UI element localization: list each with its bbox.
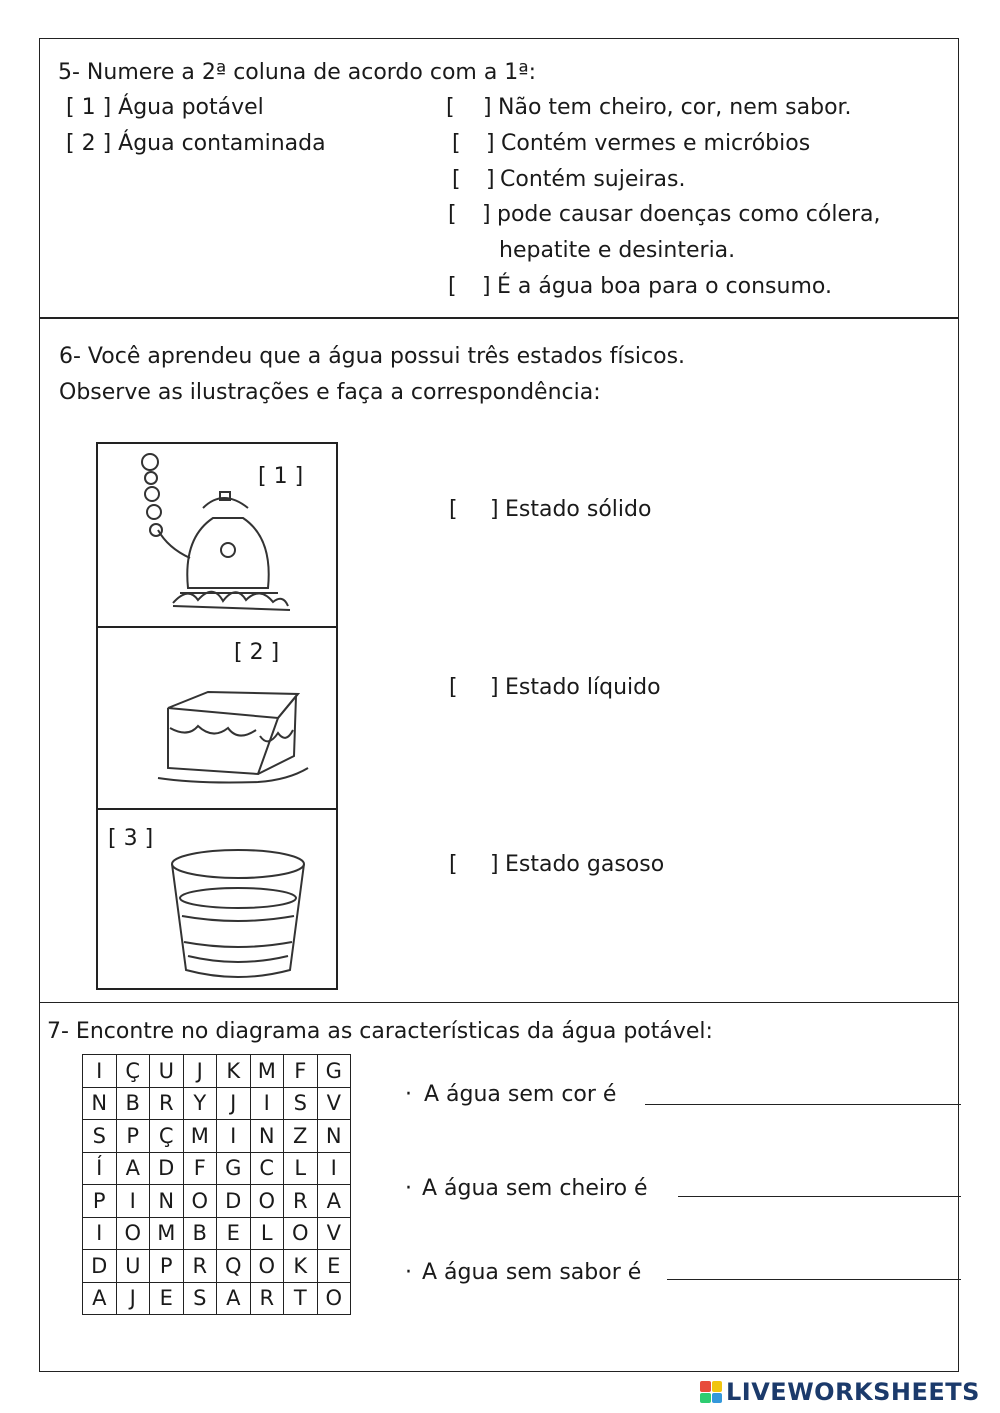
grid-cell[interactable]: N bbox=[83, 1087, 117, 1120]
grid-cell[interactable]: E bbox=[317, 1250, 351, 1283]
grid-row bbox=[83, 1152, 351, 1185]
grid-cell[interactable]: I bbox=[83, 1055, 117, 1088]
grid-cell[interactable]: D bbox=[83, 1250, 117, 1283]
grid-cell[interactable]: O bbox=[250, 1185, 284, 1218]
grid-cell[interactable]: L bbox=[284, 1152, 318, 1185]
q5-answer-input-4[interactable] bbox=[461, 202, 483, 228]
grid-cell[interactable]: O bbox=[116, 1217, 150, 1250]
grid-cell[interactable]: L bbox=[250, 1217, 284, 1250]
bracket-open: [ bbox=[448, 274, 457, 299]
grid-cell[interactable]: I bbox=[83, 1217, 117, 1250]
bracket-open: [ bbox=[452, 167, 461, 192]
grid-cell[interactable]: Ç bbox=[150, 1120, 184, 1153]
grid-cell[interactable]: I bbox=[116, 1185, 150, 1218]
grid-cell[interactable]: U bbox=[150, 1055, 184, 1088]
q6-answer-input-1[interactable] bbox=[462, 497, 488, 523]
q5-answer-input-3[interactable] bbox=[465, 167, 487, 193]
grid-cell[interactable]: O bbox=[250, 1250, 284, 1283]
grid-row bbox=[83, 1250, 351, 1283]
grid-cell[interactable]: A bbox=[317, 1185, 351, 1218]
q6-image-label-1: [ 1 ] bbox=[258, 464, 304, 489]
grid-cell[interactable]: R bbox=[150, 1087, 184, 1120]
q6-answer-input-2[interactable] bbox=[462, 675, 488, 701]
bracket-close: ] bbox=[490, 675, 499, 700]
q5-title: 5- Numere a 2ª coluna de acordo com a 1ª: bbox=[58, 60, 537, 85]
grid-cell[interactable]: G bbox=[317, 1055, 351, 1088]
grid-cell[interactable]: J bbox=[116, 1282, 150, 1315]
grid-cell[interactable]: D bbox=[150, 1152, 184, 1185]
grid-cell[interactable]: B bbox=[183, 1217, 217, 1250]
q7-answer-input-1[interactable] bbox=[645, 1078, 961, 1105]
grid-cell[interactable]: M bbox=[250, 1055, 284, 1088]
q5-left-label-2: Água contaminada bbox=[118, 131, 326, 156]
grid-row bbox=[83, 1055, 351, 1088]
grid-cell[interactable]: B bbox=[116, 1087, 150, 1120]
grid-row bbox=[83, 1120, 351, 1153]
liveworksheets-logo bbox=[700, 1378, 980, 1406]
q5-answer-input-2[interactable] bbox=[465, 131, 487, 157]
grid-cell[interactable]: I bbox=[250, 1087, 284, 1120]
grid-cell[interactable]: A bbox=[116, 1152, 150, 1185]
q6-image-label-2: [ 2 ] bbox=[234, 640, 280, 665]
grid-cell[interactable]: S bbox=[183, 1282, 217, 1315]
grid-cell[interactable]: V bbox=[317, 1087, 351, 1120]
grid-cell[interactable]: I bbox=[317, 1152, 351, 1185]
q5-left-label-1: Água potável bbox=[118, 95, 264, 120]
q5-right-text-4: pode causar doenças como cólera, bbox=[497, 202, 881, 227]
grid-cell[interactable]: Í bbox=[83, 1152, 117, 1185]
q7-prompt-2: A água sem cheiro é bbox=[422, 1176, 648, 1201]
grid-cell[interactable]: U bbox=[116, 1250, 150, 1283]
q6-option-text-1: Estado sólido bbox=[505, 497, 652, 522]
grid-cell[interactable]: G bbox=[217, 1152, 251, 1185]
grid-cell[interactable]: N bbox=[250, 1120, 284, 1153]
bracket-close: ] bbox=[483, 95, 492, 120]
glass-of-water-icon bbox=[158, 846, 318, 986]
liveworksheets-brand: LIVEWORKSHEETS bbox=[726, 1378, 980, 1406]
q6-title-line2: Observe as ilustrações e faça a correspondência: bbox=[59, 380, 601, 405]
grid-cell[interactable]: P bbox=[83, 1185, 117, 1218]
grid-cell[interactable]: M bbox=[183, 1120, 217, 1153]
grid-cell[interactable]: J bbox=[217, 1087, 251, 1120]
section-divider bbox=[40, 1002, 958, 1003]
grid-row bbox=[83, 1217, 351, 1250]
bullet: · bbox=[405, 1176, 412, 1201]
grid-cell[interactable]: R bbox=[250, 1282, 284, 1315]
q6-image-kettle bbox=[96, 442, 338, 628]
q5-right-text-3: Contém sujeiras. bbox=[500, 167, 686, 192]
grid-cell[interactable]: M bbox=[150, 1217, 184, 1250]
grid-cell[interactable]: E bbox=[150, 1282, 184, 1315]
q5-left-item-1 bbox=[66, 95, 264, 121]
bracket-close: ] bbox=[490, 852, 499, 877]
bracket-open: [ bbox=[446, 95, 455, 120]
grid-row bbox=[83, 1087, 351, 1120]
bracket-open: [ bbox=[449, 852, 458, 877]
q6-image-ice bbox=[96, 626, 338, 810]
grid-cell[interactable]: F bbox=[183, 1152, 217, 1185]
grid-cell[interactable]: R bbox=[183, 1250, 217, 1283]
q5-answer-input-5[interactable] bbox=[461, 274, 483, 300]
bullet: · bbox=[405, 1082, 412, 1107]
q5-left-number-1: [ 1 ] bbox=[66, 95, 112, 120]
grid-cell[interactable]: T bbox=[284, 1282, 318, 1315]
grid-cell[interactable]: I bbox=[217, 1120, 251, 1153]
q5-right-text-4-continuation: hepatite e desinteria. bbox=[499, 238, 736, 263]
grid-cell[interactable]: R bbox=[284, 1185, 318, 1218]
grid-cell[interactable]: P bbox=[150, 1250, 184, 1283]
grid-cell[interactable]: O bbox=[183, 1185, 217, 1218]
q6-option-text-3: Estado gasoso bbox=[505, 852, 665, 877]
grid-cell[interactable]: S bbox=[83, 1120, 117, 1153]
grid-cell[interactable]: Ç bbox=[116, 1055, 150, 1088]
grid-cell[interactable]: N bbox=[317, 1120, 351, 1153]
grid-cell[interactable]: O bbox=[317, 1282, 351, 1315]
grid-cell[interactable]: S bbox=[284, 1087, 318, 1120]
grid-cell[interactable]: E bbox=[217, 1217, 251, 1250]
q6-image-glass bbox=[96, 808, 338, 990]
grid-cell[interactable]: K bbox=[217, 1055, 251, 1088]
grid-cell[interactable]: Z bbox=[284, 1120, 318, 1153]
q5-right-text-5: É a água boa para o consumo. bbox=[497, 274, 832, 299]
melting-ice-block-icon bbox=[138, 678, 318, 798]
grid-cell[interactable]: V bbox=[317, 1217, 351, 1250]
bracket-open: [ bbox=[448, 202, 457, 227]
kettle-steam-icon bbox=[118, 448, 318, 623]
bracket-close: ] bbox=[490, 497, 499, 522]
grid-cell[interactable]: N bbox=[150, 1185, 184, 1218]
bracket-open: [ bbox=[449, 497, 458, 522]
q6-answer-input-3[interactable] bbox=[462, 852, 488, 878]
grid-cell[interactable]: Q bbox=[217, 1250, 251, 1283]
grid-cell[interactable]: Y bbox=[183, 1087, 217, 1120]
grid-row bbox=[83, 1185, 351, 1218]
q5-right-text-2: Contém vermes e micróbios bbox=[501, 131, 811, 156]
grid-row bbox=[83, 1282, 351, 1315]
grid-cell[interactable]: C bbox=[250, 1152, 284, 1185]
q7-prompt-3: A água sem sabor é bbox=[422, 1260, 642, 1285]
grid-cell[interactable]: F bbox=[284, 1055, 318, 1088]
grid-cell[interactable]: P bbox=[116, 1120, 150, 1153]
q6-title-line1: 6- Você aprendeu que a água possui três estados físicos. bbox=[59, 344, 686, 369]
bracket-close: ] bbox=[486, 131, 495, 156]
word-search-grid bbox=[82, 1054, 351, 1315]
q6-image-label-3: [ 3 ] bbox=[108, 826, 154, 851]
liveworksheets-logo-icon bbox=[700, 1381, 722, 1403]
q5-left-number-2: [ 2 ] bbox=[66, 131, 112, 156]
q5-right-text-1: Não tem cheiro, cor, nem sabor. bbox=[498, 95, 852, 120]
q7-prompt-1: A água sem cor é bbox=[424, 1082, 617, 1107]
q7-title: 7- Encontre no diagrama as características da água potável: bbox=[47, 1019, 713, 1044]
grid-cell[interactable]: D bbox=[217, 1185, 251, 1218]
q6-option-text-2: Estado líquido bbox=[505, 675, 661, 700]
grid-cell[interactable]: A bbox=[217, 1282, 251, 1315]
grid-cell[interactable]: K bbox=[284, 1250, 318, 1283]
q7-answer-input-2[interactable] bbox=[678, 1170, 961, 1197]
q5-left-item-2 bbox=[66, 131, 326, 157]
bullet: · bbox=[405, 1260, 412, 1285]
section-divider bbox=[40, 317, 958, 319]
bracket-close: ] bbox=[486, 167, 495, 192]
grid-cell[interactable]: J bbox=[183, 1055, 217, 1088]
bracket-open: [ bbox=[449, 675, 458, 700]
q7-answer-input-3[interactable] bbox=[667, 1253, 961, 1280]
bracket-open: [ bbox=[452, 131, 461, 156]
bracket-close: ] bbox=[482, 202, 491, 227]
grid-cell[interactable]: A bbox=[83, 1282, 117, 1315]
grid-cell[interactable]: O bbox=[284, 1217, 318, 1250]
bracket-close: ] bbox=[482, 274, 491, 299]
